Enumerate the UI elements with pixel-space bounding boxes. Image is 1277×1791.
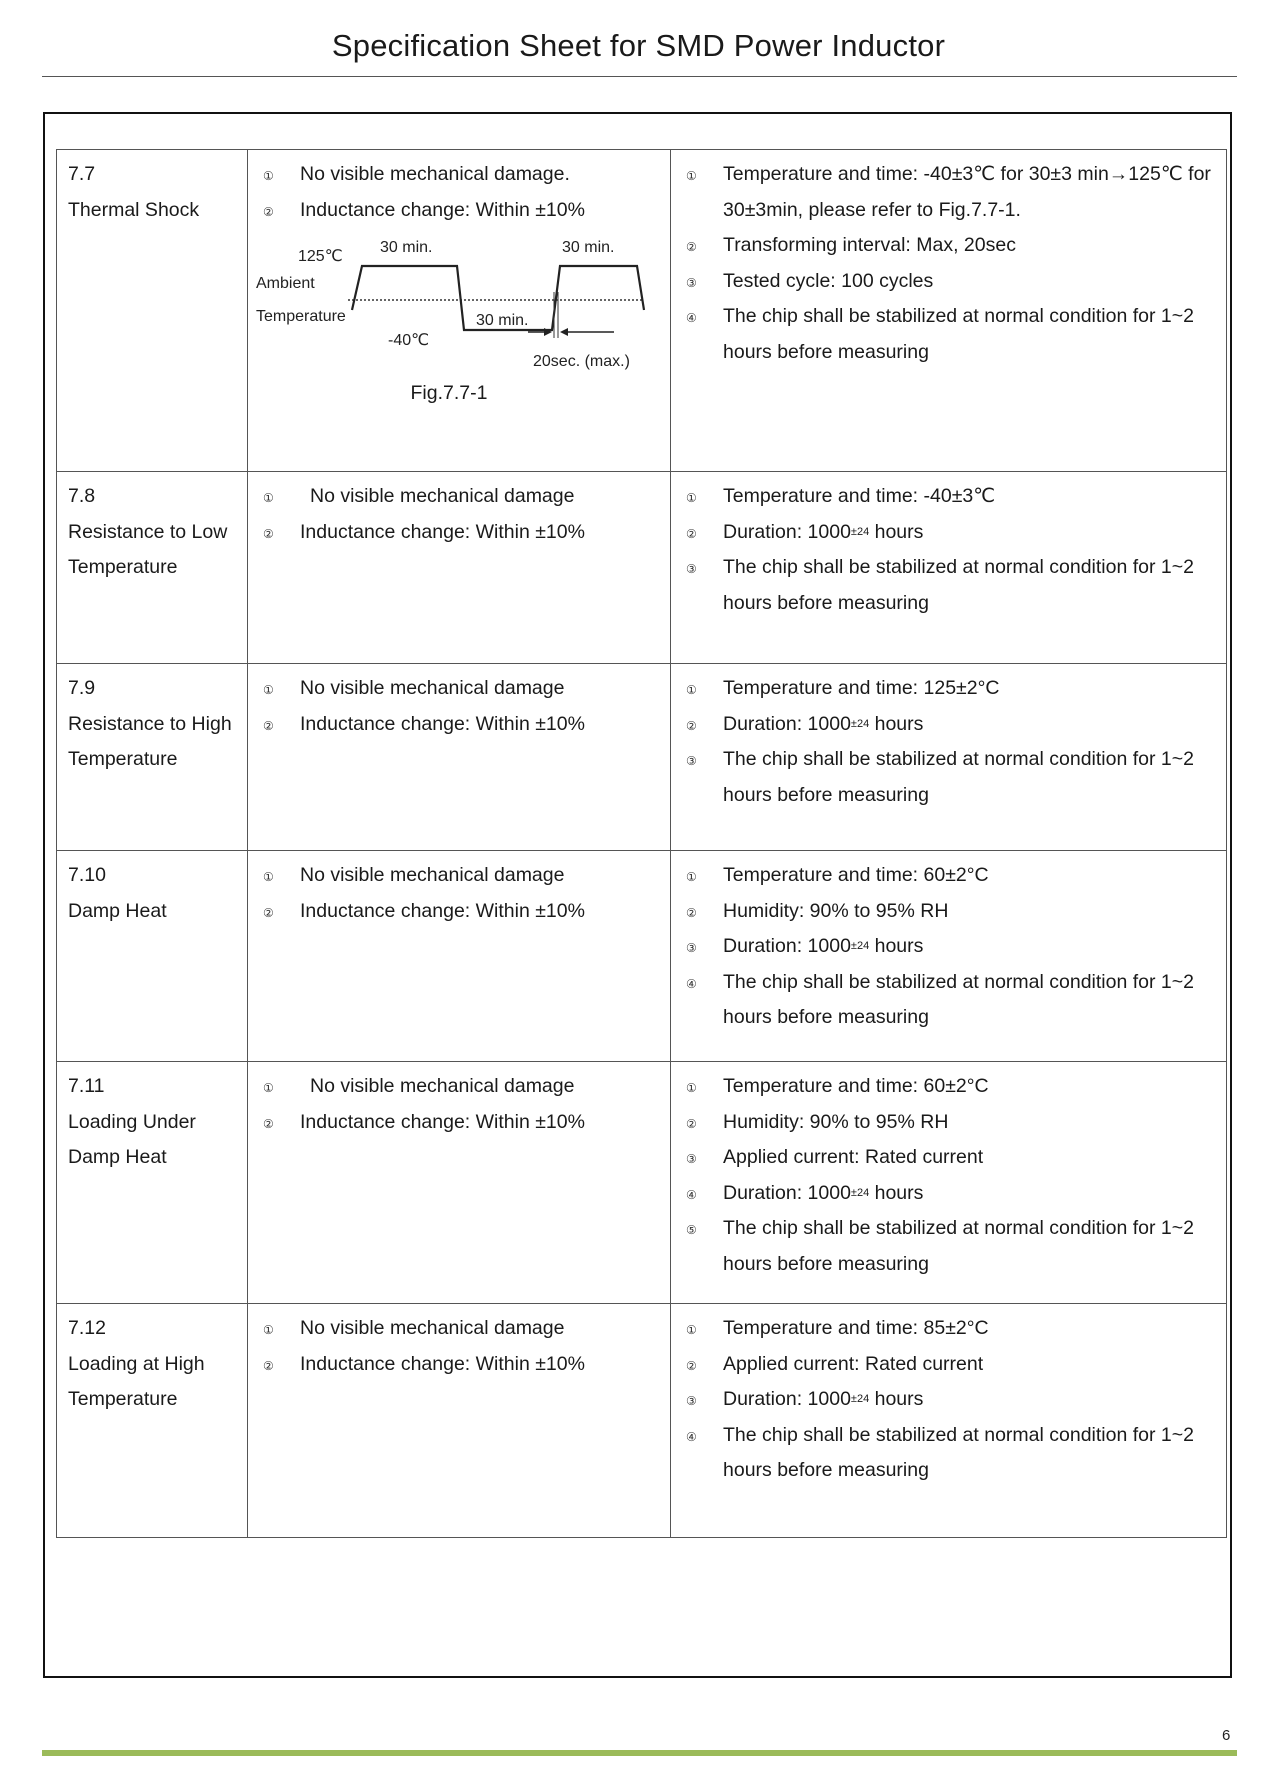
table-row [57,472,1227,664]
test-item-cell [57,664,248,851]
circled-number-icon: ④ [686,1187,697,1202]
list-item: ② Inductance change: Within ±10% [258,193,659,229]
page-number: 6 [1222,1727,1231,1744]
title-divider [42,76,1237,77]
list-item: ② Humidity: 90% to 95% RH [681,1105,1215,1141]
criteria-cell [248,472,671,664]
criteria-cell [248,1304,671,1538]
ambient-label: Temperature [256,308,346,325]
list-item: ② Inductance change: Within ±10% [258,894,659,930]
item-name: Resistance to Low [68,520,228,543]
list-item: ③ Applied current: Rated current [681,1140,1215,1176]
circled-number-icon: ② [263,1358,274,1373]
circled-number-icon: ④ [686,311,697,325]
list-item: ① No visible mechanical damage [258,671,659,707]
item-name: Resistance to High [68,712,232,735]
circled-number-icon: ② [686,718,697,733]
item-number: 7.10 [68,864,106,886]
list-item: ⑤ The chip shall be stabilized at normal condition for 1~2 hours before measuring [681,1211,1215,1282]
page-title: Specification Sheet for SMD Power Inductor [331,28,946,63]
item-name: Temperature [68,1388,178,1410]
dwell-low-label: 30 min. [476,312,529,329]
list-item: ③ The chip shall be stabilized at normal condition for 1~2 hours before measuring [681,550,1215,621]
figure-caption: Fig.7.7-1 [410,382,488,404]
criteria-cell [248,150,671,472]
table-row [57,150,1227,472]
list-item: ② Inductance change: Within ±10% [258,1105,659,1141]
criteria-cell [248,1062,671,1304]
criteria-cell [248,851,671,1062]
circled-number-icon: ③ [686,1152,697,1166]
list-item: ③ Duration: $1000^{\pm 24}$ hours [681,1382,1215,1418]
arrow-head-icon [560,328,568,336]
list-item: ② Inductance change: Within ±10% [258,515,659,551]
list-item: ② Transforming interval: Max, 20sec [681,228,1215,264]
high-temp-label: 125℃ [298,248,343,265]
dwell-high-label: 30 min. [562,239,615,256]
list-item: ③ The chip shall be stabilized at normal condition for 1~2 hours before measuring [681,742,1215,813]
test-item-cell [57,851,248,1062]
footer-divider [42,1750,1237,1756]
list-item: ④ The chip shall be stabilized at normal condition for 1~2 hours before measuring [681,299,1215,370]
circled-number-icon: ③ [686,754,697,768]
list-item: ② Inductance change: Within ±10% [258,1347,659,1383]
circled-number-icon: ③ [686,941,697,955]
list-item: ④ The chip shall be stabilized at normal condition for 1~2 hours before measuring [681,965,1215,1036]
circled-number-icon: ② [263,718,274,733]
conditions-cell [671,1304,1227,1538]
circled-number-icon: ① [686,169,697,183]
list-item: ② Applied current: Rated current [681,1347,1215,1383]
item-number: 7.9 [68,677,96,699]
circled-number-icon: ① [263,1081,274,1095]
circled-number-icon: ① [263,870,274,884]
test-item-cell [57,150,248,472]
list-item: ② Duration: $1000^{\pm 24}$ hours [681,707,1215,743]
circled-number-icon: ② [686,1116,697,1131]
item-number: 7.12 [68,1317,106,1339]
circled-number-icon: ① [686,683,697,697]
specification-table [56,149,1227,1538]
circled-number-icon: ① [686,1323,697,1337]
circled-number-icon: ② [263,1116,274,1131]
list-item: ① No visible mechanical damage. [258,157,659,193]
circled-number-icon: ① [686,491,697,505]
circled-number-icon: ② [686,1358,697,1373]
ambient-label: Ambient [256,275,315,292]
test-item-cell [57,1062,248,1304]
circled-number-icon: ④ [686,976,697,991]
transfer-label: 20sec. (max.) [533,353,630,370]
test-item-cell [57,472,248,664]
list-item: ② Humidity: 90% to 95% RH [681,894,1215,930]
list-item: ② Duration: $1000^{\pm 24}$ hours [681,515,1215,551]
circled-number-icon: ③ [686,562,697,576]
thermal-profile-diagram [252,230,652,370]
thermal-shock-figure [252,230,670,408]
list-item: ② Inductance change: Within ±10% [258,707,659,743]
circled-number-icon: ① [263,169,274,183]
list-item: ① Temperature and time: -40±3℃ [681,479,1215,515]
circled-number-icon: ③ [686,275,697,290]
low-temp-label: -40℃ [388,332,430,349]
circled-number-icon: ② [686,240,697,254]
list-item: ① No visible mechanical damage [258,1069,659,1105]
circled-number-icon: ② [263,204,274,219]
list-item: ① No visible mechanical damage [258,479,659,515]
item-name: Loading Under [68,1110,196,1133]
list-item: ① Temperature and time: 60±2°C [681,858,1215,894]
circled-number-icon: ④ [686,1429,697,1444]
circled-number-icon: ② [686,526,697,541]
list-item: ① No visible mechanical damage [258,1311,659,1347]
circled-number-icon: ① [686,1081,697,1095]
item-name: Damp Heat [68,1146,167,1168]
conditions-cell [671,1062,1227,1304]
item-name: Temperature [68,748,178,770]
circled-number-icon: ① [263,491,274,505]
item-name: Thermal Shock [68,198,200,221]
circled-number-icon: ① [263,683,274,697]
circled-number-icon: ① [263,1323,274,1337]
test-item-cell [57,1304,248,1538]
table-row [57,851,1227,1062]
table-row [57,1304,1227,1538]
conditions-cell [671,150,1227,472]
list-item: ① No visible mechanical damage [258,858,659,894]
item-name: Damp Heat [68,899,167,922]
item-number: 7.11 [68,1075,105,1097]
list-item: ① Temperature and time: -40±3℃ for 30±3 min→125℃ for 30±3min, please refer to Fig.7.7-1. [681,157,1215,228]
circled-number-icon: ② [686,905,697,920]
dwell-high-label: 30 min. [380,239,433,256]
conditions-cell [671,851,1227,1062]
circled-number-icon: ③ [686,1394,697,1408]
criteria-cell [248,664,671,851]
conditions-cell [671,664,1227,851]
list-item: ③ Tested cycle: 100 cycles [681,264,1215,300]
item-name: Temperature [68,556,178,578]
list-item: ① Temperature and time: 60±2°C [681,1069,1215,1105]
list-item: ① Temperature and time: 85±2°C [681,1311,1215,1347]
list-item: ④ The chip shall be stabilized at normal condition for 1~2 hours before measuring [681,1418,1215,1489]
conditions-cell [671,472,1227,664]
circled-number-icon: ② [263,526,274,541]
list-item: ④ Duration: $1000^{\pm 24}$ hours [681,1176,1215,1212]
circled-number-icon: ① [686,870,697,884]
table-row [57,1062,1227,1304]
list-item: ③ Duration: $1000^{\pm 24}$ hours [681,929,1215,965]
item-number: 7.7 [68,163,96,185]
list-item: ① Temperature and time: 125±2°C [681,671,1215,707]
table-row [57,664,1227,851]
circled-number-icon: ⑤ [686,1223,697,1237]
item-number: 7.8 [68,485,96,507]
item-name: Loading at High [68,1352,205,1375]
circled-number-icon: ② [263,905,274,920]
